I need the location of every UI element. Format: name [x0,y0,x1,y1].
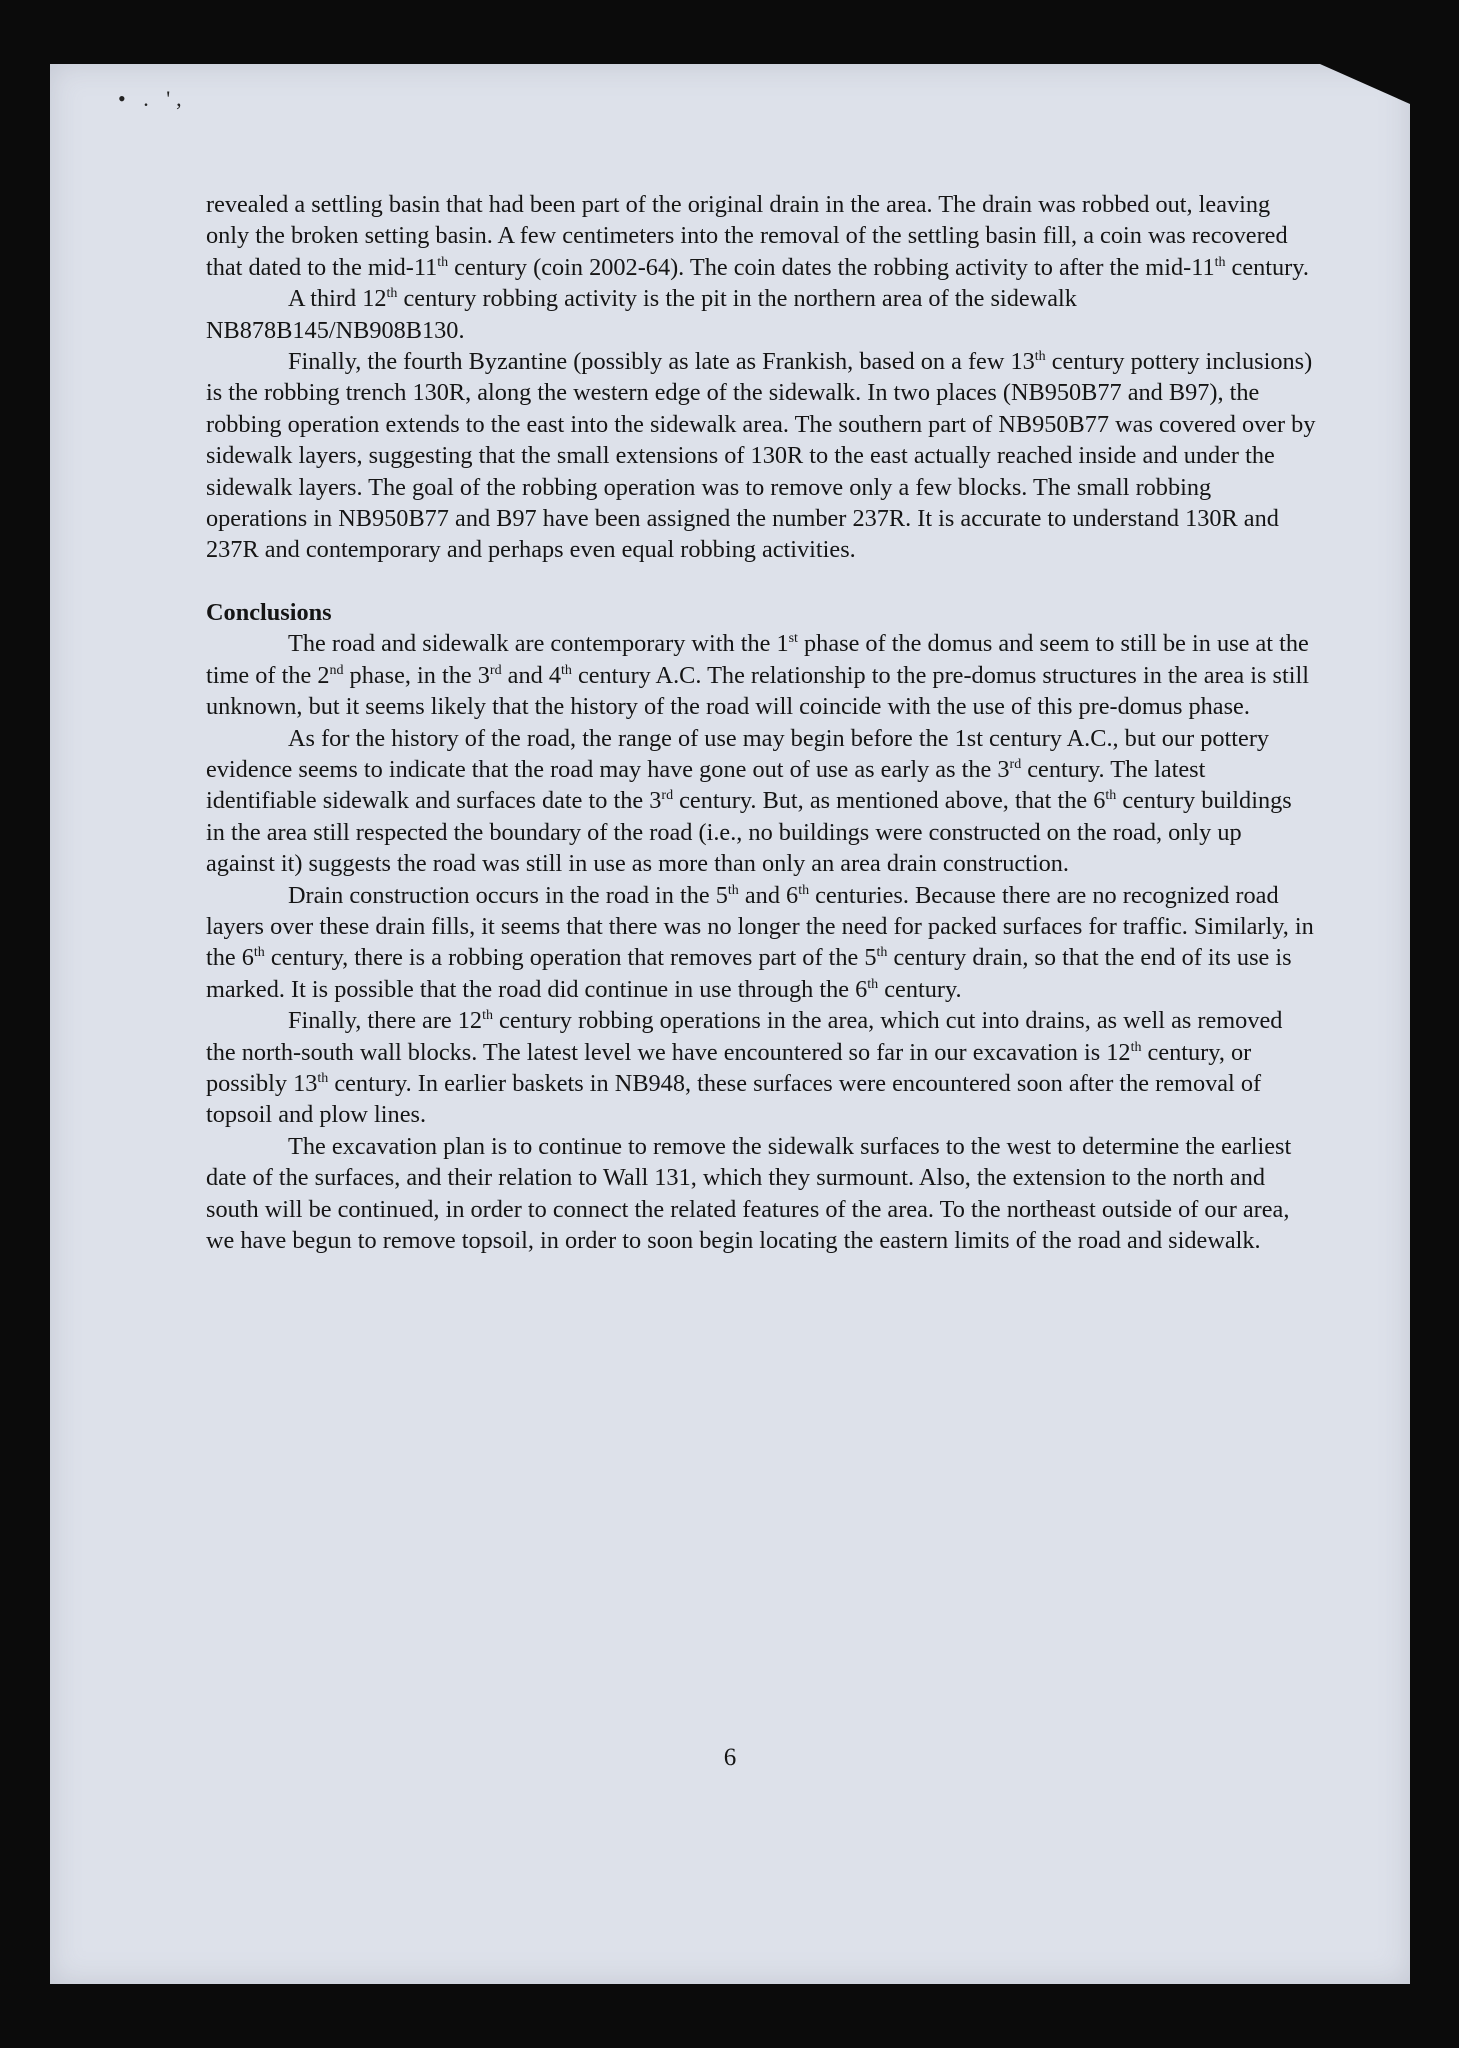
superscript: th [1105,788,1117,804]
text-run: Finally, the fourth Byzantine (possibly as late as Frankish, based on a few 13 [288,348,1035,376]
text-run: century. But, as mentioned above, that the 6 [673,787,1106,815]
folded-corner [1320,64,1410,104]
superscript: th [317,1070,329,1086]
text-run: century drain, so that the end of its use is marked. It is possible that the road did continue in use through the 6 [206,944,1292,1003]
text-run: century buildings in the area still respected the boundary of the road (i.e., no buildings were constructed on the road, only up against it) suggests the road was still in use as more than only an area drain construction. [206,787,1292,878]
text-run: century. [878,975,962,1003]
superscript: th [876,945,888,961]
superscript: th [560,662,572,678]
text-run: century robbing activity is the pit in the northern area of the sidewalk NB878B145/NB908B130. [206,285,1077,344]
robbing-section [206,189,1316,566]
text-run: century robbing operations in the area, which cut into drains, as well as removed the north-south wall blocks. The latest level we have encountered so far in our excavation is 12 [206,1007,1283,1066]
text-run: phase, in the 3 [343,661,490,689]
conclusion-paragraph [206,1131,1316,1257]
paragraph [206,283,1316,346]
text-run: century A.C. The relationship to the pre-domus structures in the area is still unknown, but it seems likely that the history of the road will coincide with the use of this pre-domus phase. [206,661,1309,721]
text-run: and 4 [501,661,561,689]
paragraph [206,189,1316,283]
superscript: rd [489,662,502,678]
text-run: phase of the domus and seem to still be in use at the time of the 2 [206,630,1309,689]
text-run: Drain construction occurs in the road in the 5 [288,881,728,909]
header-marks: • . ', [118,86,188,111]
superscript: th [386,286,398,302]
superscript: th [1214,254,1226,270]
superscript: th [482,1008,493,1024]
superscript: th [253,945,265,961]
text-run: A third 12 [288,285,387,313]
text-run: Finally, there are 12 [288,1007,483,1035]
document-page [50,64,1410,1984]
paragraph [206,346,1316,566]
conclusion-paragraph [206,723,1316,880]
conclusion-paragraph [206,880,1316,1006]
conclusions-heading: Conclusions [206,598,332,626]
conclusion-paragraph [206,628,1316,722]
text-run: century. The latest identifiable sidewalk and surfaces date to the 3 [206,755,1206,815]
page-number: 6 [723,1744,737,1771]
superscript: th [727,882,739,898]
superscript: rd [1009,756,1022,772]
text-run: century, there is a robbing operation that removes part of the 5 [264,944,877,972]
text-run: century. [1225,253,1309,281]
text-run: century (coin 2002-64). The coin dates the robbing activity to after the mid-11 [448,253,1215,281]
superscript: th [437,254,449,270]
conclusions-section [206,628,1316,1256]
superscript: th [798,882,810,898]
superscript: st [788,631,798,647]
section-gap [206,566,1316,597]
superscript: nd [329,662,344,678]
conclusion-paragraph [206,1005,1316,1131]
body-text [206,189,1316,1256]
text-run: revealed a settling basin that had been part of the original drain in the area. The drain was robbed out, leaving only the broken setting basin. A few centimeters into the removal of the settling basin fill, a coin was recovered that dated to the mid-11 [206,191,1288,281]
superscript: th [867,976,879,992]
superscript: rd [661,788,674,804]
text-run: century, or possibly 13 [206,1038,1252,1097]
text-run: The road and sidewalk are contemporary with the 1 [288,630,789,658]
text-run: century. In earlier baskets in NB948, these surfaces were encountered soon after the removal of topsoil and plow lines. [206,1069,1262,1129]
superscript: th [1034,348,1046,364]
text-run: and 6 [738,881,799,909]
superscript: th [1130,1039,1142,1055]
text-run: The excavation plan is to continue to remove the sidewalk surfaces to the west to determine the earliest date of the surfaces, and their relation to Wall 131, which they surmount. Also, the extension to the north and south will be continued, in order to connect the related features of the area. To the northeast outside of our area, we have begun to remove topsoil, in order to soon begin locating the eastern limits of the road and sidewalk. [206,1132,1292,1254]
text-run: century pottery inclusions) is the robbing trench 130R, along the western edge of the sidewalk. In two places (NB950B77 and B97), the robbing operation extends to the east into the sidewalk area. The southern part of NB950B77 was covered over by sidewalk layers, suggesting that the small extensions of 130R to the east actually reached inside and under the sidewalk layers. The goal of the robbing operation was to remove only a few blocks. The small robbing operations in NB950B77 and B97 have been assigned the number 237R. It is accurate to understand 130R and 237R and contemporary and perhaps even equal robbing activities. [206,348,1316,564]
text-run: centuries. Because there are no recognized road layers over these drain fills, it seems that there was no longer the need for packed surfaces for traffic. Similarly, in the 6 [206,881,1314,972]
text-run: As for the history of the road, the range of use may begin before the 1st century A.C., but our pottery evidence seems to indicate that the road may have gone out of use as early as the 3 [206,724,1270,783]
